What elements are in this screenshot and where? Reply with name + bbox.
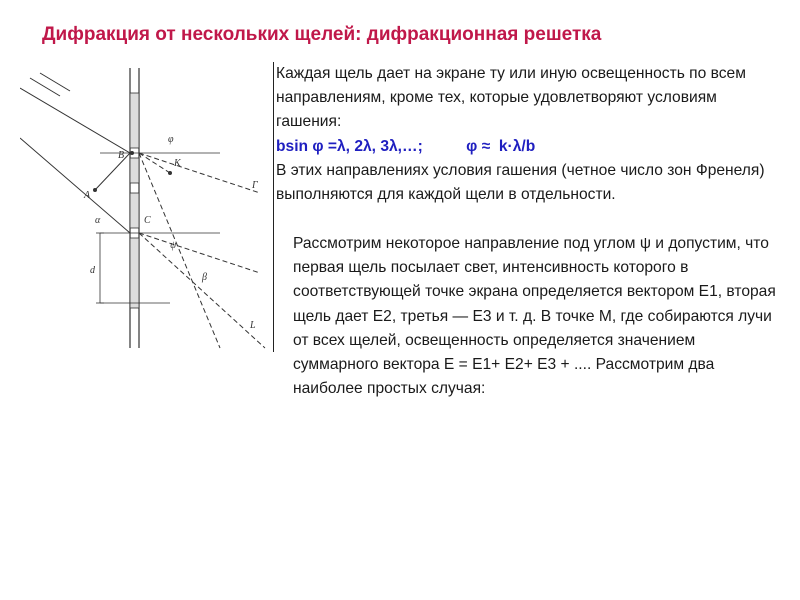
text-divider	[273, 62, 274, 352]
label-l: L	[250, 320, 256, 331]
diffraction-grating-diagram	[20, 58, 268, 354]
point-a	[93, 188, 97, 192]
paragraph-1: Каждая щель дает на экране ту или иную освещенность по всем направлениям, кроме тех, которые удовлетворяют условиям гашения:	[276, 65, 746, 131]
text-block-1	[276, 62, 781, 207]
point-b	[130, 151, 134, 155]
paragraph-3: Рассмотрим некоторое направление под углом ψ и допустим, что первая щель посылает свет, интенсивность которого в соответствующей точке экрана определяется вектором Е1, вторая щель дает Е2, третья — Е3 и т. д. В точке М, где собираются лучи от всех щелей, освещенность определяется значением суммарного вектора Е = Е1+ Е2+ Е3 + .... Рассмотрим два наиболее простых случая:	[293, 235, 776, 398]
slide-title: Дифракция от нескольких щелей: дифракционная решетка	[42, 24, 602, 45]
label-beta: β	[202, 272, 207, 283]
label-g: Г	[252, 180, 258, 191]
diffracted-rays	[139, 153, 265, 348]
label-psi: ψ	[170, 240, 177, 251]
label-a: A	[84, 190, 91, 201]
label-phi: φ	[168, 134, 174, 145]
label-c: C	[144, 215, 151, 226]
label-alpha: α	[95, 215, 101, 226]
formula: bsin φ =λ, 2λ, 3λ,…; φ ≈ k·λ/b	[276, 137, 536, 155]
point-k	[168, 171, 172, 175]
grating-plate	[130, 68, 139, 348]
label-b: B	[118, 150, 125, 161]
paragraph-2: В этих направлениях условия гашения (четное число зон Френеля) выполняются для каждой щели в отдельности.	[276, 161, 765, 204]
label-k: K	[174, 158, 181, 169]
d-dimension	[96, 233, 104, 303]
label-d: d	[90, 265, 95, 276]
